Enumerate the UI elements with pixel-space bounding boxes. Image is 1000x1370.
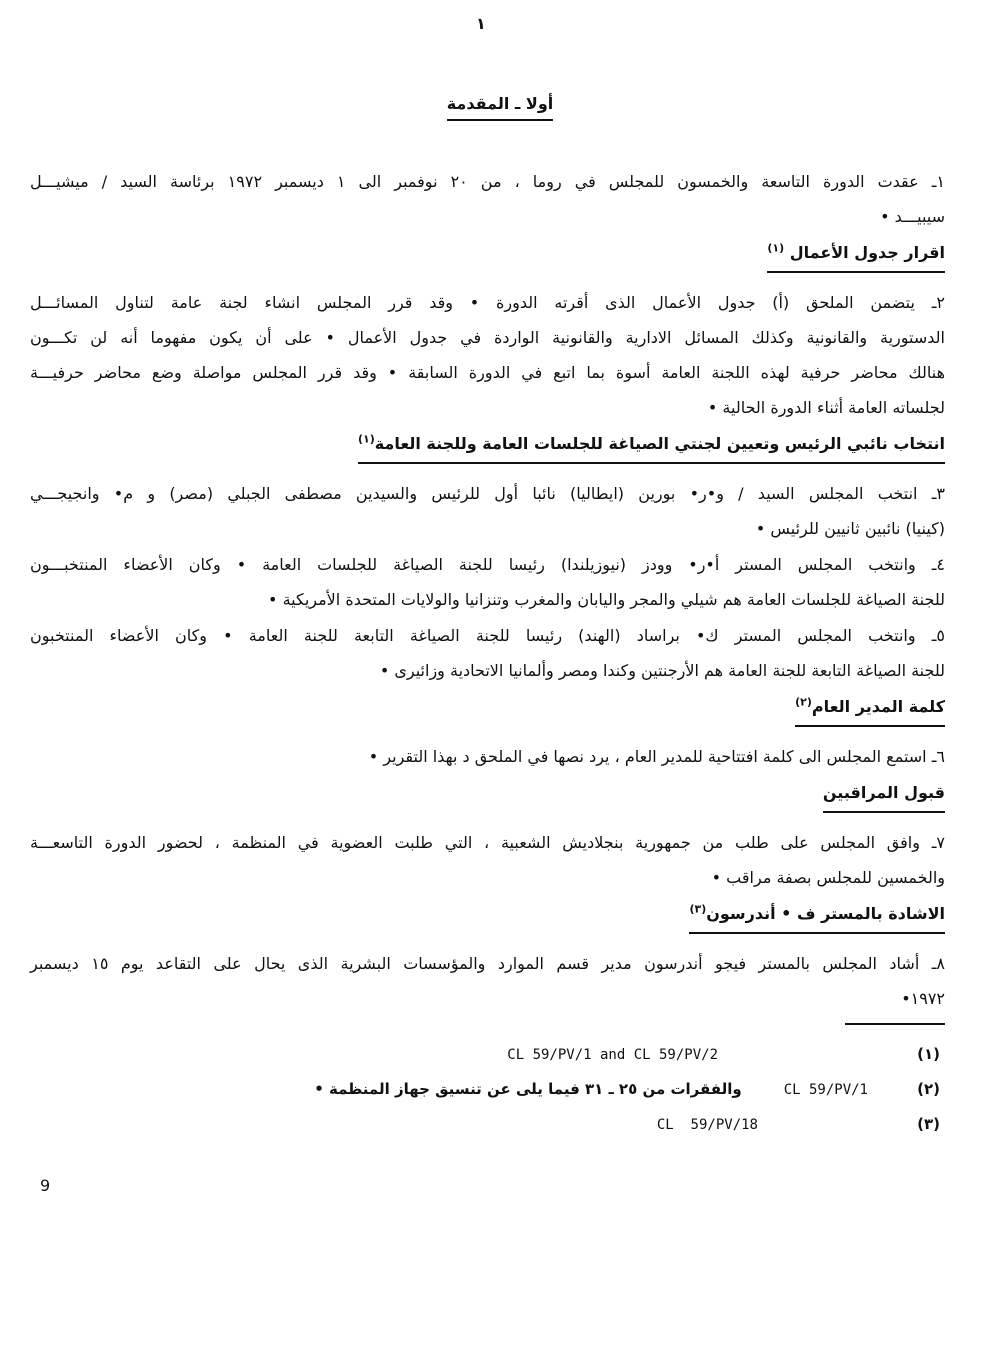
section-title: أولا ـ المقدمة [447, 92, 554, 121]
footnote-ref: (١) [357, 432, 375, 446]
paragraph-2-line: هنالك محاضر حرفية لهذه اللجنة العامة أسوة بما اتبع في الدورة السابقة • وقد قرر المجلس مواصلة وضع محاضر حرفيـــة [30, 363, 945, 382]
paragraph-3-line: (كينيا) نائبين ثانيين للرئيس • [755, 519, 945, 538]
paragraph-8 [30, 952, 945, 1011]
heading-observers [30, 781, 945, 813]
heading-text: قبول المراقبين [822, 783, 945, 802]
heading-text: كلمة المدير العام [811, 697, 945, 716]
heading-text: الاشادة بالمستر ف • أندرسون [706, 904, 945, 923]
paragraph-4-line: للجنة الصياغة للجلسات العامة هم شيلي والمجر واليابان والمغرب وتنزانيا والولايات المتحدة الأمريكية • [268, 590, 945, 609]
paragraph-3-line: ٣ـ انتخب المجلس السيد / و•ر• بورين (ايطاليا) نائبا أول للرئيس والسيدين مصطفى الجبلي (مصر) و م• وانجيجـــي [30, 484, 945, 503]
footnote-text: CL 59/PV/18 [656, 1117, 758, 1133]
heading-text: انتخاب نائبي الرئيس وتعيين لجنتي الصياغة للجلسات العامة وللجنة العامة [374, 434, 945, 453]
document-body [30, 0, 945, 1195]
footnote-mark: (٣) [917, 1115, 940, 1133]
paragraph-2-line: الدستورية والقانونية وكذلك المسائل الادارية والقانونية الواردة في جدول الأعمال • على أن يكون مفهوما أنه لن تكـــون [30, 328, 945, 347]
paragraph-4 [30, 553, 945, 612]
heading-text: اقرار جدول الأعمال [789, 243, 945, 262]
footnote-ref: (٣) [689, 902, 707, 916]
paragraph-5-line: للجنة الصياغة التابعة للجنة العامة هم الأرجنتين وكندا ومصر وألمانيا الاتحادية وزائيرى • [379, 661, 945, 680]
footnote-3 [30, 1113, 945, 1136]
footnote-text: CL 59/PV/1 and CL 59/PV/2 [507, 1047, 718, 1063]
page-number-bottom: 9 [40, 1176, 51, 1195]
paragraph-8-line: ١٩٧٢• [901, 989, 945, 1008]
paragraph-2 [30, 291, 945, 420]
footnote-ref: (١) [767, 241, 785, 255]
footnote-ref-code: CL 59/PV/1 [783, 1082, 868, 1098]
paragraph-2-line: ٢ـ يتضمن الملحق (أ) جدول الأعمال الذى أقرته الدورة • وقد قرر المجلس انشاء لجنة عامة لتناول المسائـــل [30, 293, 945, 312]
footnote-mark: (٢) [917, 1080, 940, 1098]
paragraph-6-line: ٦ـ استمع المجلس الى كلمة افتتاحية للمدير العام ، يرد نصها في الملحق د بهذا التقرير • [368, 747, 945, 766]
paragraph-1 [30, 170, 945, 229]
footnote-separator [845, 1023, 945, 1025]
paragraph-7-line: والخمسين للمجلس بصفة مراقب • [711, 868, 945, 887]
paragraph-1-line: سيبيـــد • [880, 207, 945, 226]
heading-elections [30, 432, 945, 464]
footnote-text: والفقرات من ٢٥ ـ ٣١ فيما يلى عن تنسيق جهاز المنظمة • [314, 1080, 742, 1098]
paragraph-4-line: ٤ـ وانتخب المجلس المستر أ•ر• وودز (نيوزيلندا) رئيسا للجنة الصياغة للجلسات العامة • وكان الأعضاء المنتخبـــون [30, 555, 945, 574]
paragraph-5 [30, 624, 945, 683]
paragraph-7-line: ٧ـ وافق المجلس على طلب من جمهورية بنجلاديش الشعبية ، التي طلبت العضوية في المنظمة ، لحضور الدورة التاسعـــة [30, 833, 945, 852]
paragraph-3 [30, 482, 945, 541]
footnote-mark: (١) [917, 1045, 940, 1063]
paragraph-5-line: ٥ـ وانتخب المجلس المستر ك• براساد (الهند) رئيسا للجنة الصياغة التابعة للجنة العامة • وكان الأعضاء المنتخبون [30, 626, 945, 645]
page-number-top: ١ [476, 14, 486, 33]
paragraph-7 [30, 831, 945, 890]
footnote-ref: (٢) [795, 695, 812, 709]
heading-tribute [30, 902, 945, 934]
paragraph-1-line: ١ـ عقدت الدورة التاسعة والخمسون للمجلس في روما ، من ٢٠ نوفمبر الى ١ ديسمبر ١٩٧٢ برئاسة السيد / ميشيـــل [30, 172, 946, 191]
paragraph-6 [30, 745, 945, 769]
footnote-1 [30, 1043, 945, 1066]
heading-director-general [30, 695, 945, 727]
paragraph-2-line: لجلساته العامة أثناء الدورة الحالية • [707, 398, 945, 417]
paragraph-8-line: ٨ـ أشاد المجلس بالمستر فيجو أندرسون مدير قسم الموارد والمؤسسات البشرية الذى يحال على التقاعد يوم ١٥ ديسمبر [30, 954, 946, 973]
footnote-2 [30, 1078, 945, 1101]
heading-agenda [30, 241, 945, 273]
